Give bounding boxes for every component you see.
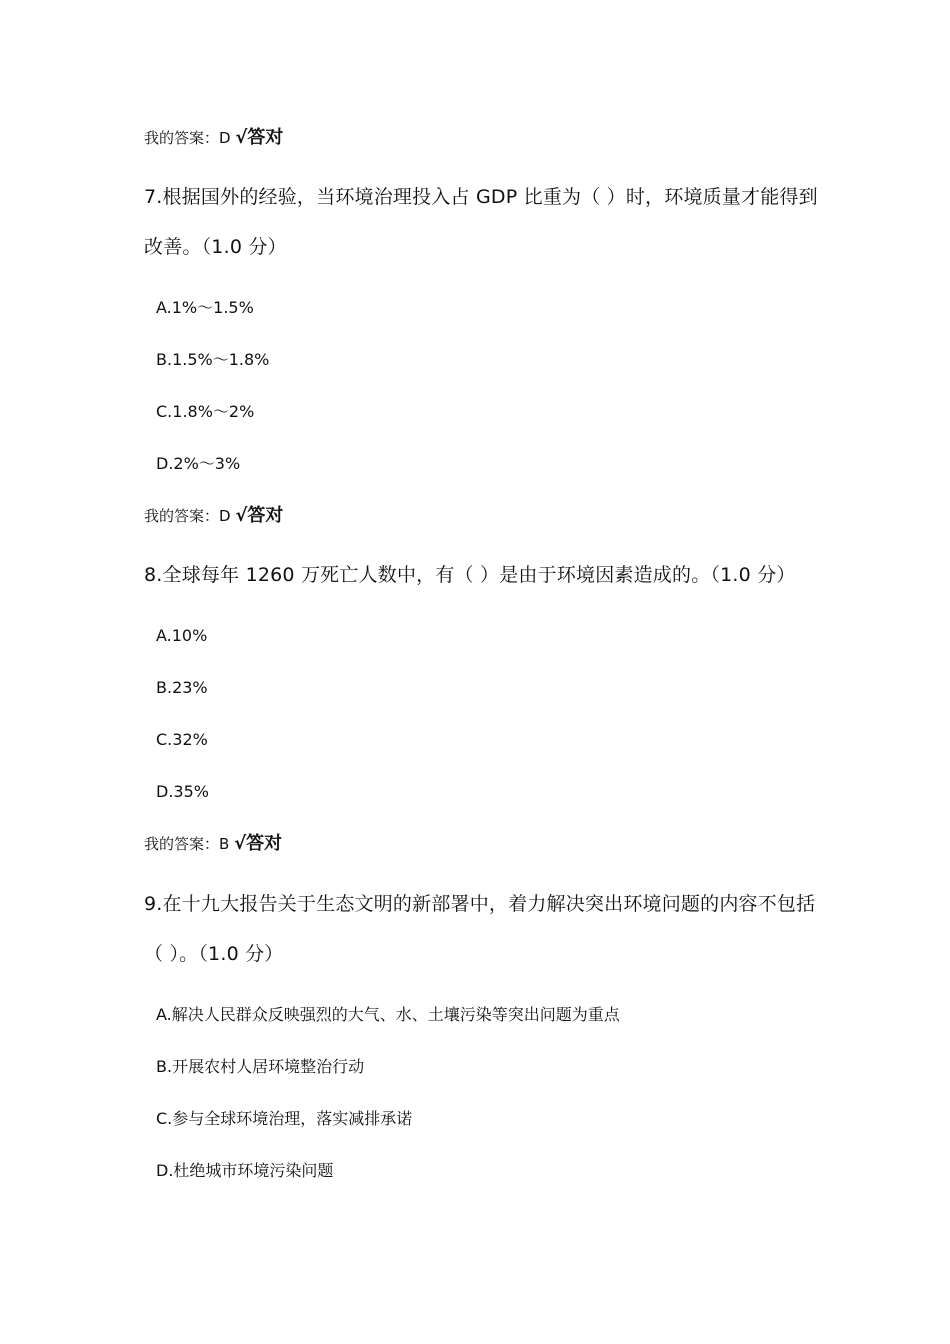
question-9-text-line-2: （ ）。（1.0 分） xyxy=(144,943,284,965)
answer-line xyxy=(144,128,283,148)
question-7-text-line-1: 7.根据国外的经验，当环境治理投入占 GDP 比重为（ ）时，环境质量才能得到 xyxy=(144,186,818,208)
question-9-option-c: C.参与全球环境治理，落实减排承诺 xyxy=(156,1109,413,1128)
question-7-option-a: A.1%～1.5% xyxy=(156,298,254,317)
question-7-text-line-2: 改善。（1.0 分） xyxy=(144,236,287,258)
question-7-option-d: D.2%～3% xyxy=(156,454,241,473)
question-8-option-a: A.10% xyxy=(156,626,208,645)
question-9-text-line-1: 9.在十九大报告关于生态文明的新部署中，着力解决突出环境问题的内容不包括 xyxy=(144,893,816,915)
answer-line xyxy=(144,506,283,526)
answer-label: 我的答案：B xyxy=(144,835,230,853)
correct-mark: √答对 xyxy=(234,833,283,854)
question-9-option-b: B.开展农村人居环境整治行动 xyxy=(156,1057,365,1076)
question-9-option-d: D.杜绝城市环境污染问题 xyxy=(156,1161,334,1180)
correct-mark: √答对 xyxy=(235,505,284,526)
question-8-option-b: B.23% xyxy=(156,678,208,697)
question-8-option-d: D.35% xyxy=(156,782,209,801)
question-8-text-line-1: 8.全球每年 1260 万死亡人数中，有（ ）是由于环境因素造成的。（1.0 分） xyxy=(144,564,796,586)
answer-label: 我的答案：D xyxy=(144,129,231,147)
answer-label: 我的答案：D xyxy=(144,507,231,525)
answer-line xyxy=(144,834,282,854)
correct-mark: √答对 xyxy=(235,127,284,148)
question-8-option-c: C.32% xyxy=(156,730,208,749)
question-9-option-a: A.解决人民群众反映强烈的大气、水、土壤污染等突出问题为重点 xyxy=(156,1005,620,1024)
question-7-option-c: C.1.8%～2% xyxy=(156,402,255,421)
question-7-option-b: B.1.5%～1.8% xyxy=(156,350,270,369)
